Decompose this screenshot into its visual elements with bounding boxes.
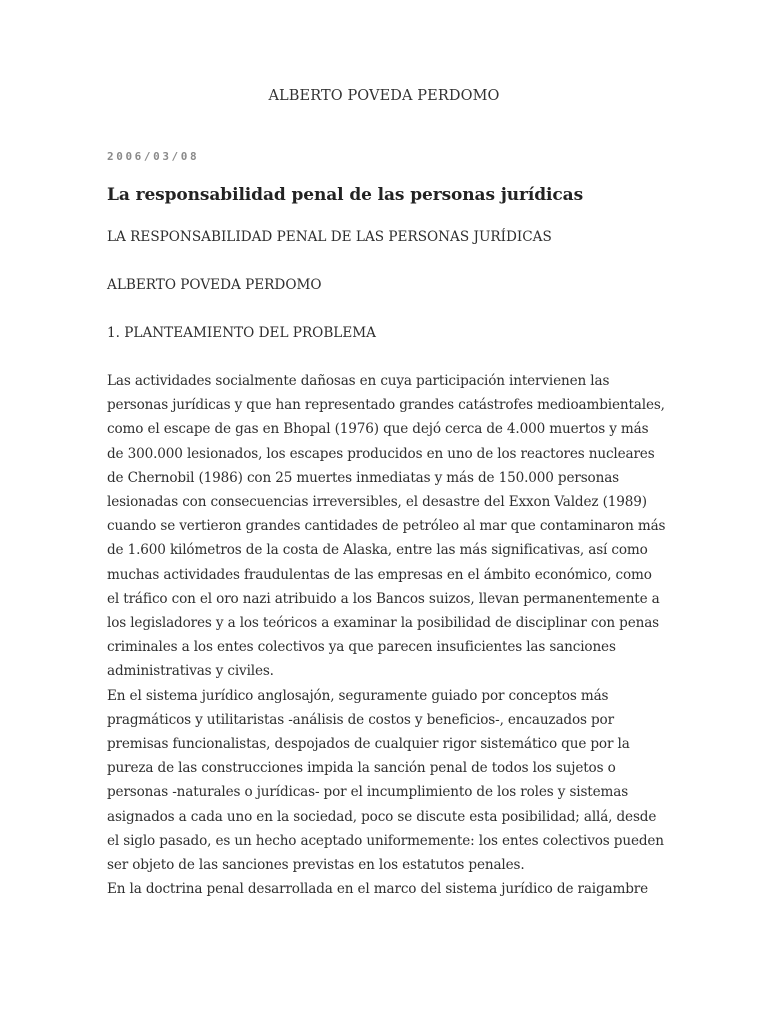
article-heading: LA RESPONSABILIDAD PENAL DE LAS PERSONAS JURÍDICAS — [107, 229, 552, 245]
body-paragraph: Las actividades socialmente dañosas en cuya participación intervienen las personas jurídicas y que han representado grandes catástrofes medioambientales, como el escape de gas en Bhopal (1976) que dejó cerca de 4.000 muertos y más de 300.000 lesionados, los escapes producidos en uno de los reactores nucleares de Chernobil (1986) con 25 muertes inmediatas y más de 150.000 personas lesionadas con consecuencias irreversibles, el desastre del Exxon Valdez (1989) cuando se vertieron grandes cantidades de petróleo al mar que contaminaron más de 1.600 kilómetros de la costa de Alaska, entre las más significativas, así como muchas actividades fraudulentas de las empresas en el ámbito económico, como el tráfico con el oro nazi atribuido a los Bancos suizos, llevan permanentemente a los legisladores y a los teóricos a examinar la posibilidad de disciplinar con penas criminales a los entes colectivos ya que parecen insuficientes las sanciones administrativas y civiles. — [107, 373, 666, 680]
post-title[interactable]: La responsabilidad penal de las personas jurídicas — [107, 185, 584, 205]
article-author: ALBERTO POVEDA PERDOMO — [107, 277, 322, 293]
article-body — [107, 369, 667, 901]
post-date: 2006/03/08 — [107, 150, 200, 163]
section-title: 1. PLANTEAMIENTO DEL PROBLEMA — [107, 325, 376, 341]
body-paragraph: En la doctrina penal desarrollada en el marco del sistema jurídico de raigambre — [107, 881, 649, 898]
header-author: ALBERTO POVEDA PERDOMO — [268, 88, 500, 104]
post-content — [107, 150, 667, 901]
body-paragraph: En el sistema jurídico anglosajón, seguramente guiado por conceptos más pragmáticos y utilitaristas -análisis de costos y beneficios-, encauzados por premisas funcionalistas, despojados de cualquier rigor sistemático que por la pureza de las construcciones impida la sanción penal de todos los sujetos o personas -naturales o jurídicas- por el incumplimiento de los roles y sistemas asignados a cada uno en la sociedad, poco se discute esta posibilidad; allá, desde el siglo pasado, es un hecho aceptado uniformemente: los entes colectivos pueden ser objeto de las sanciones previstas en los estatutos penales. — [107, 687, 664, 874]
